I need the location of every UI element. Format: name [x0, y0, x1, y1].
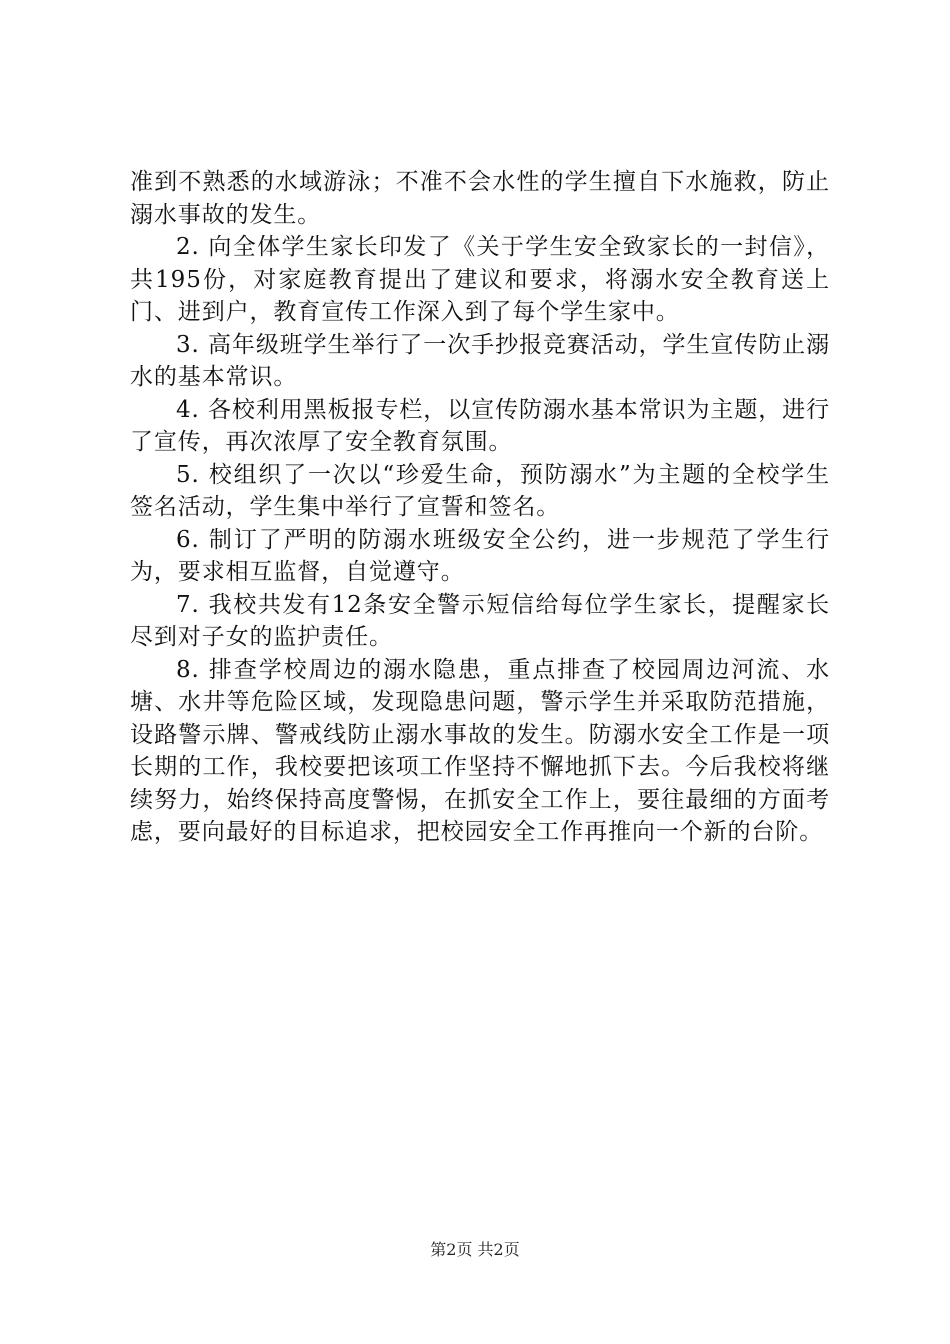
page-footer: 第2页 共2页: [430, 1240, 520, 1259]
paragraph-item-5: 5. 校组织了一次以“珍爱生命，预防溺水”为主题的全校学生签名活动，学生集中举行了宣誓和签名。: [130, 461, 830, 520]
paragraph-item-6: 6. 制订了严明的防溺水班级安全公约，进一步规范了学生行为，要求相互监督，自觉遵守。: [130, 526, 830, 585]
paragraph-item-7: 7. 我校共发有12条安全警示短信给每位学生家长，提醒家长尽到对子女的监护责任。: [130, 591, 830, 650]
paragraph-item-2: 2. 向全体学生家长印发了《关于学生安全致家长的一封信》，共195份，对家庭教育提出了建议和要求，将溺水安全教育送上门、进到户，教育宣传工作深入到了每个学生家中。: [130, 234, 830, 325]
document-body: [130, 166, 830, 849]
paragraph-item-3: 3. 高年级班学生举行了一次手抄报竞赛活动，学生宣传防止溺水的基本常识。: [130, 331, 830, 390]
paragraph-continuation: 准到不熟悉的水域游泳；不准不会水性的学生擅自下水施救，防止溺水事故的发生。: [130, 169, 830, 228]
paragraph-item-8: 8. 排查学校周边的溺水隐患，重点排查了校园周边河流、水塘、水井等危险区域，发现隐患问题，警示学生并采取防范措施，设路警示牌、警戒线防止溺水事故的发生。防溺水安全工作是一项长期的工作，我校要把该项工作坚持不懈地抓下去。今后我校将继续努力，始终保持高度警惕，在抓安全工作上，要往最细的方面考虑，要向最好的目标追求，把校园安全工作再推向一个新的台阶。: [130, 656, 830, 845]
paragraph-item-4: 4. 各校利用黑板报专栏，以宣传防溺水基本常识为主题，进行了宣传，再次浓厚了安全教育氛围。: [130, 396, 830, 455]
